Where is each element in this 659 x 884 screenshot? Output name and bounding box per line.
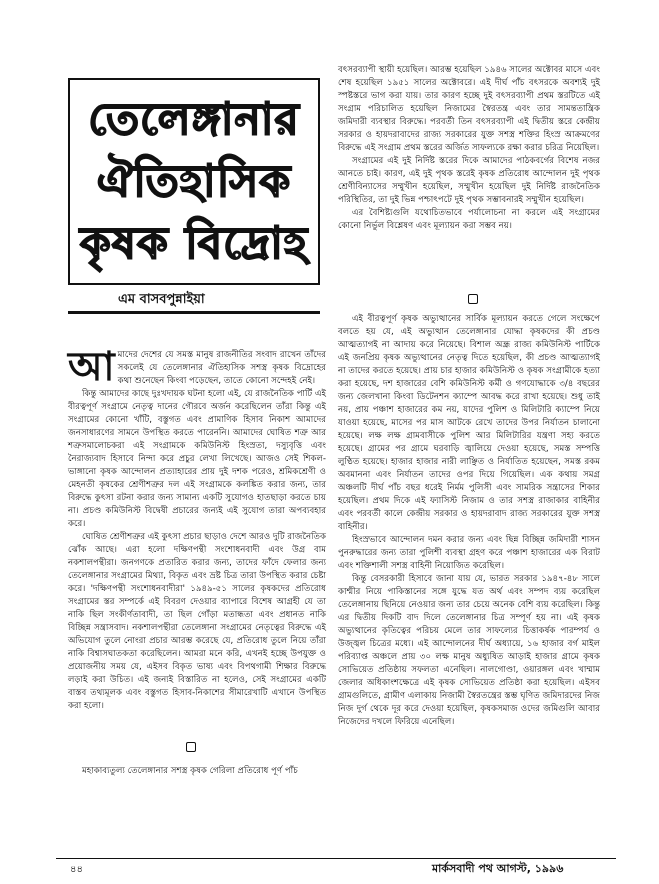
section-end-mark (468, 294, 478, 304)
article-title-line-1: তেলেঙ্গানার (88, 93, 300, 145)
footer-divider (56, 858, 616, 859)
body-paragraph (68, 343, 326, 390)
body-paragraph: এই বীরত্বপূর্ণ কৃষক অভ্যুত্থানের সার্বিক মূল্যায়ন করতে গেলে সংক্ষেপে বলতে হয় যে, এই অভ্যুত্থান তেলেঙ্গানার যোদ্ধা কৃষকদের কী প্রচণ্ড আত্মত্যাগই না আদায় করে নিয়েছে। বিশাল অন্ধ্র রাজ্য কমিউনিস্ট পার্টিকে এই জনপ্রিয় কৃষক অভ্যুত্থানের নেতৃত্ব দিতে হয়েছিল, কী প্রচণ্ড আত্মত্যাগই না তাদের করতে হয়েছে। প্রায় চার হাজার কমিউনিস্ট ও কৃষক সংগ্রামীকে হত্যা করা হয়েছে, দশ হাজারের বেশি কমিউনিস্ট কর্মী ও গণযোদ্ধাকে ৩/৪ বছরের জন্য জেলখানা কিংবা ডিটেনশন ক্যাম্পে আবদ্ধ করে রাখা হয়েছে। শুধু তাই নয়, প্রায় পঞ্চাশ হাজারের কম নয়, যাদের পুলিশ ও মিলিটারি ক্যাম্পে নিয়ে যাওয়া হয়েছে, মাসের পর মাস আটকে রেখে তাদের উপর নির্যাতন চালানো হয়েছে। লক্ষ লক্ষ গ্রামবাসীকে পুলিশ আর মিলিটারির যন্ত্রণা সহ্য করতে হয়েছে। গ্রামের পর গ্রামে ঘরবাড়ি জ্বালিয়ে দেওয়া হয়েছে, সমস্ত সম্পত্তি লুণ্ঠিত হয়েছে। হাজার হাজার নারী লাঞ্ছিত ও নির্যাতিত হয়েছেন, সমস্ত রকম অবমাননা এবং নির্যাতন তাদের ওপর দিয়ে গিয়েছিল। এক কথায় সমগ্র অঞ্চলটি দীর্ঘ পাঁচ বছর ধরেই নির্মম পুলিসী এবং সামরিক সন্ত্রাসের শিকার হয়েছিল। প্রথম দিকে এই ফ্যাসিস্ট নিজাম ও তার সশস্ত্র রাজাকার বাহিনীর এবং পরবর্তী কালে কেন্দ্রীয় সরকার ও হায়দরাবাদ রাজ্য সরকারের যুক্ত সশস্ত্র বাহিনীর। (338, 314, 600, 532)
body-paragraph: সংগ্রামের এই দুই নির্দিষ্ট স্তরের দিকে আমাদের পাঠকবর্গের বিশেষ নজর আনতে চাই। কারণ, এই দুই পৃথক স্তরেই কৃষক প্রতিরোধ আন্দোলন দুই পৃথক শ্রেণীবিন্যাসের সম্মুখীন হয়েছিল, সম্মুখীন হয়েছিল দুই নির্দিষ্ট রাজনৈতিক পরিস্থিতির, তা দুই ভিন্ন পশ্চাৎপটে দুই পৃথক সম্ভাবনারই সম্মুখীন হয়েছিল। (338, 156, 600, 205)
article-title-box (68, 78, 320, 285)
article-title-line-3: কৃষক বিদ্রোহ (79, 217, 308, 269)
body-paragraph: কিন্তু বেসরকারী হিসাবে জানা যায় যে, ভারত সরকার ১৯৪৭-৪৮ সালে কাশ্মীর নিয়ে পাকিস্তানের সঙ্গে যুদ্ধে যত অর্থ এবং সম্পদ ব্যয় করেছিল তেলেঙ্গানায় ছিনিয়ে নেওয়ার জন্য তার চেয়ে অনেক বেশি ব্যয় করেছিল। কিন্তু এর দ্বিতীয় দিকটি বাদ দিলে তেলেঙ্গানার চিত্র সম্পূর্ণ হয় না। এই কৃষক অভ্যুত্থানের কৃতিত্বের পরিচয় মেলে তার সাফল্যের চিত্তাকর্ষক পারম্পর্য ও উজ্জ্বল চিত্রের মধ্যে। এই আন্দোলনের দীর্ঘ অধ্যায়ে, ১৬ হাজার বর্গ মাইল পরিব্যাপ্ত অঞ্চলে প্রায় ৩০ লক্ষ মানুষ অধ্যুষিত আড়াই হাজার গ্রামে কৃষক সোভিয়েত প্রতিষ্ঠায় সফলতা এনেছিল। নালগোণ্ডা, ওয়ারঙ্গল এবং খাম্মাম জেলার অধিকাংশক্ষেত্রে এই কৃষক সোভিয়েত প্রতিষ্ঠা করা হয়েছিল। এইসব গ্রামগুলিতে, গ্রামীণ এলাকায় নিজামী স্বৈরতন্ত্রের স্তম্ভ ঘৃণিত জমিদারদের নিজ নিজ দুর্গ থেকে দূর করে দেওয়া হয়েছিল, কৃষকসমাজ ওদের জমিগুলি আবার নিজেদের দখলে ফিরিয়ে এনেছিল। (338, 574, 600, 727)
publication-source: মার্কসবাদী পথ আগস্ট, ১৯৯৬ (432, 862, 564, 875)
section-end-mark (186, 742, 196, 752)
body-paragraph: মহাকাব্যতুল্য তেলেঙ্গানার সশস্ত্র কৃষক গেরিলা প্রতিরোধ পূর্ণ পাঁচ (82, 766, 298, 776)
body-paragraph: বৎসরব্যাপী স্থায়ী হয়েছিল। আরম্ভ হয়েছিল ১৯৪৬ সালের অক্টোবর মাসে এবং শেষ হয়েছিল ১৯৫১ সালের অক্টোবরে। এই দীর্ঘ পাঁচ বৎসরকে অবশ্যই দুই স্পষ্টস্তরে ভাগ করা যায়। তার কারণ হচ্ছে দুই বৎসরব্যাপী প্রথম স্তরটিতে এই সংগ্রাম পরিচালিত হয়েছিল নিজামের স্বৈরতন্ত্র এবং তার সামন্ততান্ত্রিক জমিদারী ব্যবস্থার বিরুদ্ধে। পরবর্তী তিন বৎসরব্যাপী এই দ্বিতীয় স্তরে কেন্দ্রীয় সরকার ও হায়দরাবাদের রাজ্য সরকারের যুক্ত সশস্ত্র শক্তির হিংস্র আক্রমণের বিরুদ্ধে এই সংগ্রাম প্রথম স্তরের অর্জিত সাফল্যকে রক্ষা করার চরিত্র নিয়েছিল। (338, 65, 600, 153)
left-column-body (68, 343, 326, 713)
body-paragraph: কিন্তু আমাদের কাছে দুঃখদায়ক ঘটনা হলো এই, যে রাজনৈতিক পার্টি এই বীরত্বপূর্ণ সংগ্রামে নেতৃত্ব দানের গৌরবে অর্জন করেছিলেন তাঁরা কিন্তু এই সংগ্রামের কোনো খাঁটি, বস্তুগত এবং প্রামাণিক হিসাব নিকাশ আমাদের জনসাধারণের সামনে উপস্থিত করতে পারেননি। আমাদের ঘোষিত শত্রু আর শত্রুসমালোচকরা এই সংগ্রামকে কমিউনিস্ট হিংস্রতা, দস্যুবৃত্তি এবং নৈরাজ্যবাদ হিসাবে নিন্দা করে প্রচুর লেখা লিখেছে। আজও সেই শিকল-ভাঙ্গানো কৃষক আন্দোলন প্রত্যাহারের প্রায় দুই দশক পরেও, শ্রমিকশ্রেণী ও মেহনতী কৃষকের শ্রেণীশত্রুর দল এই সংগ্রামকে কলঙ্কিত করার জন্য, তার বিরুদ্ধে কুৎসা রটনা করার জন্য সামান্য একটি সুযোগও হাতছাড়া করতে চায় না। প্রচণ্ড কমিউনিস্ট বিদ্বেষী প্রচারের জন্যই এই সুযোগ তারা অপব্যবহার করে। (68, 389, 326, 529)
left-column-bottom (68, 765, 326, 778)
article-title-line-2: ঐতিহাসিক (96, 155, 292, 207)
body-paragraph: হিংস্রভাবে আন্দোলন দমন করার জন্য এবং ছিন্ন বিচ্ছিন্ন জমিদারী শাসন পুনরুদ্ধারের জন্য তারা পুলিশী ব্যবস্থা গ্রহণ করে পঞ্চাশ হাজারের এক বিরাট এবং শক্তিশালী সশস্ত্র বাহিনী নিয়োজিত করেছিল। (338, 535, 600, 571)
right-column-top (338, 64, 600, 233)
body-paragraph: ঘোষিত শ্রেণীশত্রুর এই কুৎসা প্রচার ছাড়াও দেশে আরও দুটি রাজনৈতিক ঝোঁক আছে। এরা হলো দক্ষিণপন্থী সংশোধনবাদী এবং উগ্র বাম নকশালপন্থীরা। জনগণকে প্রতারিত করার জন্য, তাদের ফাঁদে ফেলার জন্য তেলেঙ্গানার সংগ্রামের মিথ্যা, বিকৃত এবং ভ্রষ্ট চিত্র তারা উপস্থিত করার চেষ্টা করে। 'দক্ষিণপন্থী সংশোধনবাদীরা' ১৯৪৯-৫১ সালের কৃষকদের প্রতিরোধ সংগ্রামের স্তর সম্পর্কে এই বিবরণ দেওয়ার ব্যাপারে বিশেষ আগ্রহী যে তা নাকি ছিল সংকীর্ণতাবাদী, তা ছিল গোঁড়া মতান্ধতা এবং প্রধানত নাকি বিচ্ছিন্ন সন্ত্রাসবাদ। নকশালপন্থীরা তেলেঙ্গানা সংগ্রামের নেতৃত্বের বিরুদ্ধে এই অভিযোগ তুলে নোংরা প্রচার আরম্ভ করেছে যে, প্রতিরোধ তুলে নিয়ে তাঁরা নাকি বিশ্বাসঘাতকতা করেছিলেন। আমরা মনে করি, এখনই হচ্ছে উপযুক্ত ও প্রয়োজনীয় সময় যে, এইসব বিকৃত ভাষ্য এবং বিপথগামী শিক্ষার বিরুদ্ধে লড়াই করা উচিত। এই জন্যই বিস্তারিত না হলেও, সেই সংগ্রামের একটি বাস্তব তথ্যমূলক এবং বস্তুগত হিসাব-নিকাশের সীমারেখাটি এখানে উপস্থিত করা হলো। (68, 532, 326, 711)
article-author: এম বাসবপুন্নাইয়া (118, 292, 205, 307)
paragraph-text: মাদের দেশের যে সমস্ত মানুষ রাজনীতির সংবাদ রাখেন তাঁদের সকলেই যে তেলেঙ্গানার ঐতিহাসিক সশস্ত্র কৃষক বিদ্রোহের কথা শুনেছেন কিংবা পড়েছেন, তাতে কোনো সন্দেহই নেই। (117, 350, 326, 386)
body-paragraph: এর বৈশিষ্ট্যগুলি যথোচিতভাবে পর্যালোচনা না করলে এই সংগ্রামের কোনো নির্ভুল বিশ্লেষণ এবং মূল্যায়ন করা সম্ভব নয়। (338, 208, 600, 231)
drop-cap: আ (68, 343, 115, 390)
page-number: ৪৪ (70, 864, 83, 875)
author-divider (68, 311, 320, 314)
right-column-bottom (338, 313, 600, 729)
